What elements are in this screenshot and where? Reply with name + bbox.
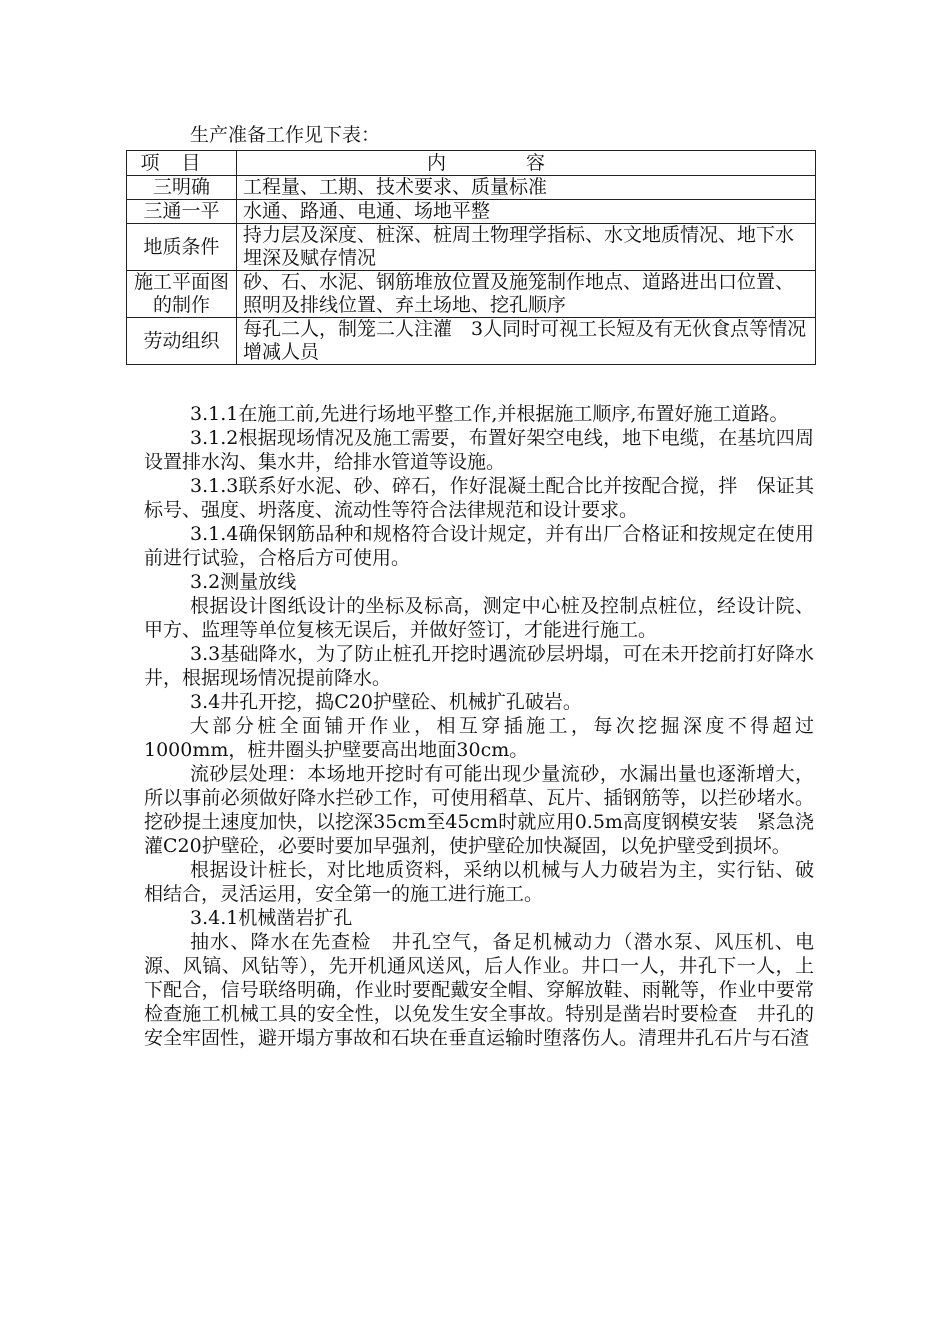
row-content: 水通、路通、电通、场地平整 xyxy=(237,200,816,224)
section-heading: 3.2测量放线 xyxy=(190,571,297,593)
preparation-table xyxy=(126,150,816,365)
paragraph: 3.1.1在施工前,先进行场地平整工作,并根据施工顺序,布置好施工道路。 xyxy=(190,403,789,425)
header-content: 内容 xyxy=(237,151,816,176)
section-heading: 3.4井孔开挖，捣C20护壁砼、机械扩孔破岩。 xyxy=(190,691,582,713)
paragraph: 根据设计图纸设计的坐标及标高，测定中心桩及控制点桩位，经设计院、甲方、监理等单位复核无误后，并做好签订，才能进行施工。 xyxy=(144,595,814,641)
row-item: 地质条件 xyxy=(127,224,237,271)
paragraph: 3.1.2根据现场情况及施工需要，布置好架空电线，地下电缆，在基坑四周设置排水沟、集水井，给排水管道等设施。 xyxy=(144,427,814,473)
paragraph: 大部分桩全面铺开作业，相互穿插施工，每次挖掘深度不得超过1000mm，桩井圈头护壁要高出地面30cm。 xyxy=(144,715,814,761)
paragraph: 3.1.4确保钢筋品种和规格符合设计规定，并有出厂合格证和按规定在使用前进行试验，合格后方可使用。 xyxy=(144,523,814,569)
body-text xyxy=(144,402,814,1050)
row-item: 施工平面图的制作 xyxy=(127,271,237,318)
row-item: 劳动组织 xyxy=(127,318,237,365)
section-heading: 3.4.1机械凿岩扩孔 xyxy=(190,907,353,929)
row-content: 工程量、工期、技术要求、质量标准 xyxy=(237,176,816,200)
table-row xyxy=(127,318,816,365)
header-item: 项目 xyxy=(127,151,237,176)
table-row xyxy=(127,224,816,271)
table-row xyxy=(127,176,816,200)
paragraph: 根据设计桩长，对比地质资料，采纳以机械与人力破岩为主，实行钻、破相结合，灵活运用，安全第一的施工进行施工。 xyxy=(144,859,814,905)
table-row xyxy=(127,200,816,224)
paragraph: 抽水、降水在先查检 井孔空气，备足机械动力（潜水泵、风压机、电源、风镐、风钻等），先开机通风送风，后人作业。井口一人，井孔下一人，上下配合，信号联络明确，作业时要配戴安全帽、穿解放鞋、雨靴等，作业中要常检查施工机械工具的安全性，以免发生安全事故。特别是凿岩时要检查 井孔的安全牢固性，避开塌方事故和石块在垂直运输时堕落伤人。清理井孔石片与石渣 xyxy=(144,931,814,1049)
table-row xyxy=(127,271,816,318)
row-item: 三明确 xyxy=(127,176,237,200)
row-item: 三通一平 xyxy=(127,200,237,224)
table-header-row xyxy=(127,151,816,176)
paragraph: 流砂层处理：本场地开挖时有可能出现少量流砂，水漏出量也逐渐增大，所以事前必须做好降水拦砂工作，可使用稻草、瓦片、插钢筋等，以拦砂堵水。挖砂提土速度加快，以挖深35cm至45cm时就应用0.5m高度钢模安装 紧急浇灌C20护壁砼，必要时要加早强剂，使护壁砼加快凝固，以免护壁受到损坏。 xyxy=(144,763,814,857)
row-content: 砂、石、水泥、钢筋堆放位置及施笼制作地点、道路进出口位置、照明及排线位置、弃土场地、挖孔顺序 xyxy=(237,271,816,318)
table-intro: 生产准备工作见下表： xyxy=(190,124,381,146)
paragraph: 3.3基础降水，为了防止桩孔开挖时遇流砂层坍塌，可在未开挖前打好降水井，根据现场情况提前降水。 xyxy=(144,643,814,689)
paragraph: 3.1.3联系好水泥、砂、碎石，作好混凝土配合比并按配合搅，拌 保证其标号、强度、坍落度、流动性等符合法律规范和设计要求。 xyxy=(144,475,814,521)
row-content: 持力层及深度、桩深、桩周土物理学指标、水文地质情况、地下水埋深及赋存情况 xyxy=(237,224,816,271)
row-content: 每孔二人，制笼二人注灌 3人同时可视工长短及有无伙食点等情况增减人员 xyxy=(237,318,816,365)
